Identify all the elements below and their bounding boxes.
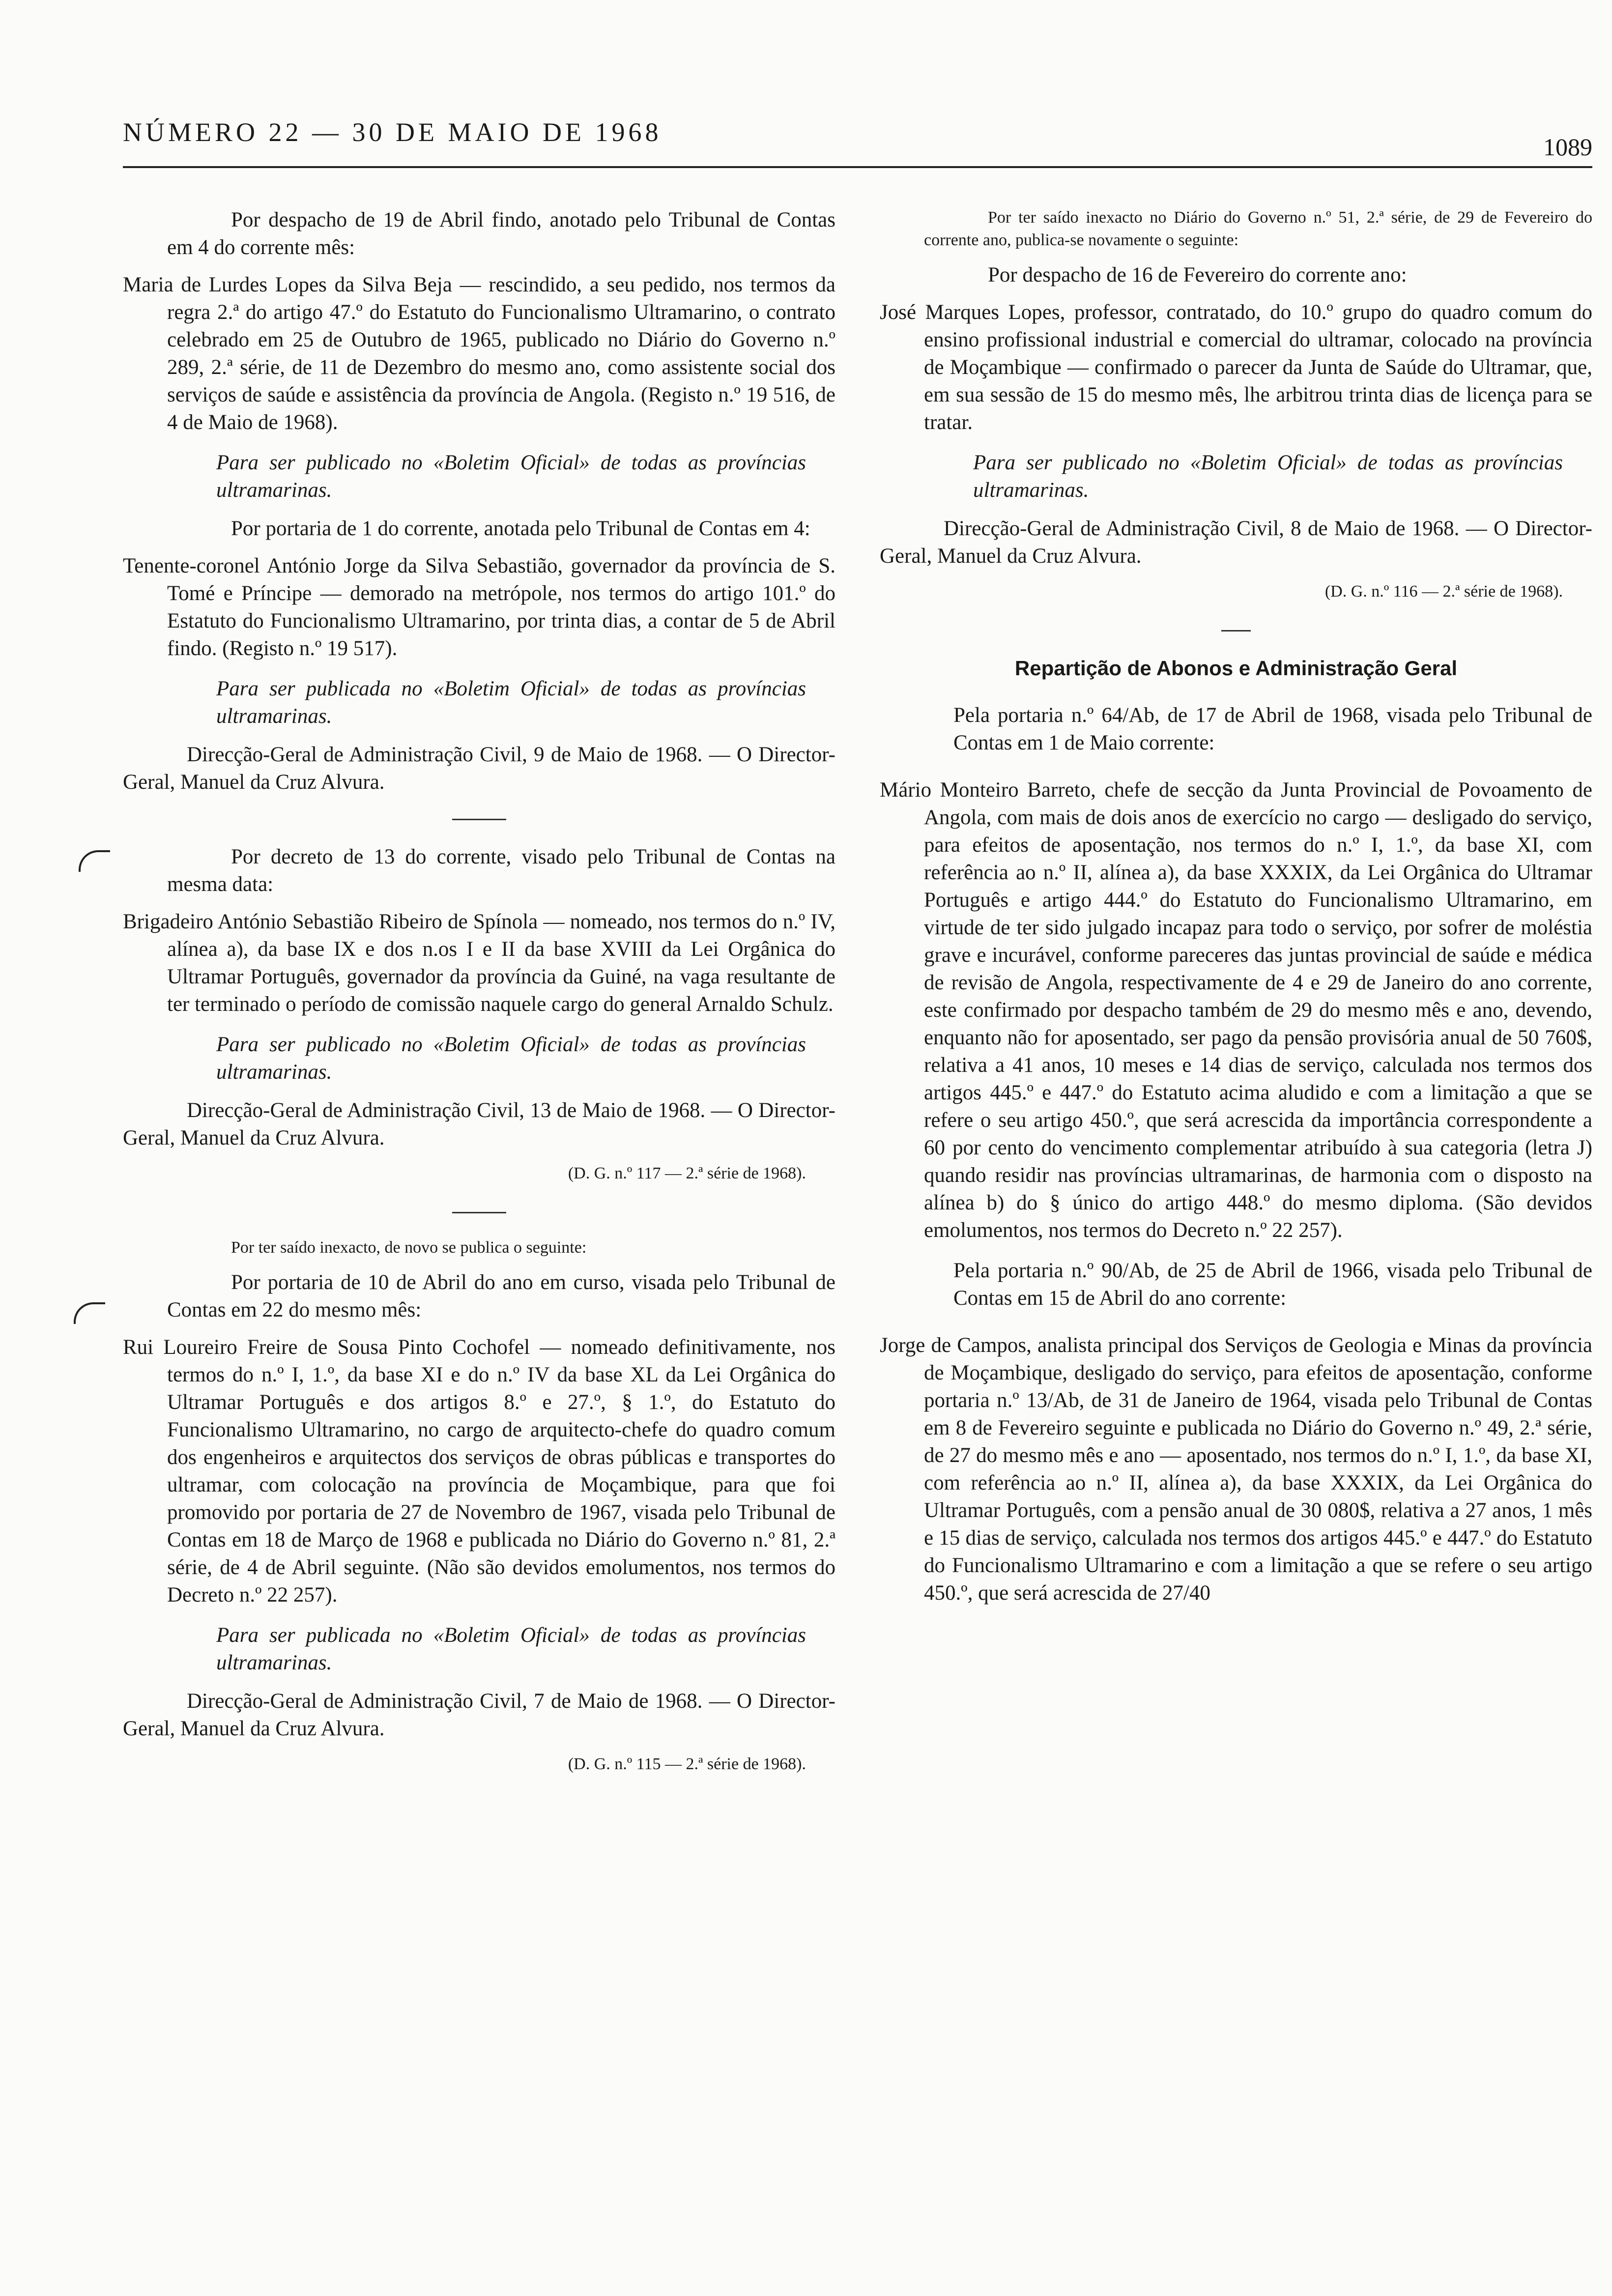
margin-mark [79, 850, 110, 872]
publication-note: Para ser publicada no «Boletim Oficial» de todas as províncias ultramarinas. [216, 1624, 806, 1674]
page-header [123, 117, 1592, 161]
signature: Direcção-Geral de Administração Civil, 13 de Maio de 1968. — O Director-Geral, Manuel da Cruz Alvura. [123, 1099, 835, 1149]
dispatch-body: Maria de Lurdes Lopes da Silva Beja — rescindido, a seu pedido, nos termos da regra 2.ª do artigo 47.º do Estatuto do Funcionalismo Ultramarino, o contrato celebrado em 25 de Outubro de 1965, publicado no Diário do Governo n.º 289, 2.ª série, de 11 de Dezembro do mesmo ano, como assistente social dos serviços de saúde e assistência da província de Angola. (Registo n.º 19 516, de 4 de Maio de 1968). [123, 273, 835, 434]
publication-note: Para ser publicada no «Boletim Oficial» de todas as províncias ultramarinas. [216, 677, 806, 728]
dispatch-intro: Por despacho de 19 de Abril findo, anotado pelo Tribunal de Contas em 4 do corrente mês: [167, 208, 835, 259]
dispatch-intro: Por despacho de 16 de Fevereiro do corrente ano: [988, 263, 1407, 287]
section-heading: Repartição de Abonos e Administração Geral [1014, 657, 1458, 680]
decree-intro: Por decreto de 13 do corrente, visado pelo Tribunal de Contas na mesma data: [167, 845, 835, 896]
header-rule [123, 166, 1592, 168]
left-column [123, 206, 835, 1788]
publication-note: Para ser publicado no «Boletim Oficial» de todas as províncias ultramarinas. [216, 451, 806, 502]
decree-body: Brigadeiro António Sebastião Ribeiro de Spínola — nomeado, nos termos do n.º IV, alínea a), da base IX e dos n.os I e II da base XVIII da Lei Orgânica do Ultramar Português, governador da província da Guiné, na vaga resultante de ter terminado o período de comissão naquele cargo do general Arnaldo Schulz. [123, 910, 835, 1016]
publication-note: Para ser publicado no «Boletim Oficial» de todas as províncias ultramarinas. [216, 1033, 806, 1084]
separator [123, 804, 835, 832]
issue-date-heading: NÚMERO 22 — 30 DE MAIO DE 1968 [123, 117, 662, 147]
dispatch-body: José Marques Lopes, professor, contratado, do 10.º grupo do quadro comum do ensino profissional industrial e comercial do ultramar, colocado na província de Moçambique — confirmado o parecer da Junta de Saúde do Ultramar, que, em sua sessão de 15 do mesmo mês, lhe arbitrou trinta dias de licença para se tratar. [880, 301, 1592, 434]
gazette-reference: (D. G. n.º 117 — 2.ª série de 1968). [568, 1164, 806, 1182]
signature: Direcção-Geral de Administração Civil, 9 de Maio de 1968. — O Director-Geral, Manuel da Cruz Alvura. [123, 743, 835, 794]
separator [880, 615, 1592, 643]
signature: Direcção-Geral de Administração Civil, 8 de Maio de 1968. — O Director-Geral, Manuel da Cruz Alvura. [880, 517, 1592, 568]
gazette-reference: (D. G. n.º 115 — 2.ª série de 1968). [568, 1755, 806, 1773]
ordinance-body: Mário Monteiro Barreto, chefe de secção da Junta Provincial de Povoamento de Angola, com mais de dois anos de exercício no cargo — desligado do serviço, para efeitos de aposentação, nos termos do n.º I, 1.º, da base XI, com referência ao n.º II, alínea a), da base XXXIX, da Lei Orgânica do Ultramar Português e artigo 444.º do Estatuto do Funcionalismo Ultramarino, em virtude de ter sido julgado incapaz para todo o serviço, por sofrer de moléstia grave e incurável, conforme pareceres das juntas provincial de saúde e médica de revisão de Angola, respectivamente de 4 e 29 de Janeiro do ano corrente, este confirmado por despacho também de 29 do mesmo mês e ano, devendo, enquanto não for aposentado, ser pago da pensão provisória anual de 50 760$, relativa a 41 anos, 10 meses e 14 dias de serviço, calculada nos termos dos artigos 445.º e 447.º do Estatuto acima aludido e com a limitação a que se refere o seu artigo 450.º, que será acrescida da importância correspondente a 60 por cento do vencimento complementar atribuído à sua categoria (letra J) quando residir nas províncias ultramarinas, de harmonia com o disposto na alínea b) do § único do artigo 448.º do mesmo diploma. (São devidos emolumentos, nos termos do Decreto n.º 22 257). [880, 778, 1592, 1242]
ordinance-intro: Pela portaria n.º 90/Ab, de 25 de Abril de 1966, visada pelo Tribunal de Contas em 15 de Abril do ano corrente: [953, 1259, 1592, 1310]
separator [123, 1197, 835, 1225]
ordinance-body: Tenente-coronel António Jorge da Silva Sebastião, governador da província de S. Tomé e Príncipe — demorado na metrópole, nos termos do artigo 101.º do Estatuto do Funcionalismo Ultramarino, por trinta dias, a contar de 5 de Abril findo. (Registo n.º 19 517). [123, 554, 835, 660]
right-column [880, 206, 1592, 1620]
ordinance-body: Rui Loureiro Freire de Sousa Pinto Cochofel — nomeado definitivamente, nos termos do n.º I, 1.º, da base XI e do n.º IV da base XL da Lei Orgânica do Ultramar Português e dos artigos 8.º e 27.º, § 1.º, do Estatuto do Funcionalismo Ultramarino, no cargo de arquitecto-chefe do quadro comum dos engenheiros e arquitectos dos serviços de obras públicas e transportes do ultramar, com colocação na província de Moçambique, para que foi promovido por portaria de 27 de Novembro de 1967, visada pelo Tribunal de Contas em 18 de Março de 1968 e publicada no Diário do Governo n.º 81, 2.ª série, de 4 de Abril seguinte. (Não são devidos emolumentos, nos termos do Decreto n.º 22 257). [123, 1336, 835, 1607]
ordinance-intro: Por portaria de 1 do corrente, anotada pelo Tribunal de Contas em 4: [231, 517, 810, 540]
ordinance-intro: Por portaria de 10 de Abril do ano em curso, visada pelo Tribunal de Contas em 22 do mesmo mês: [167, 1271, 835, 1321]
margin-mark [74, 1302, 105, 1324]
ordinance-intro: Pela portaria n.º 64/Ab, de 17 de Abril de 1968, visada pelo Tribunal de Contas em 1 de Maio corrente: [953, 704, 1592, 754]
correction-note: Por ter saído inexacto, de novo se publica o seguinte: [231, 1238, 587, 1257]
signature: Direcção-Geral de Administração Civil, 7 de Maio de 1968. — O Director-Geral, Manuel da Cruz Alvura. [123, 1690, 835, 1740]
correction-note: Por ter saído inexacto no Diário do Governo n.º 51, 2.ª série, de 29 de Fevereiro do corrente ano, publica-se novamente o seguinte: [924, 208, 1592, 249]
publication-note: Para ser publicado no «Boletim Oficial» de todas as províncias ultramarinas. [973, 451, 1563, 502]
page-number: 1089 [1543, 133, 1592, 161]
ordinance-body: Jorge de Campos, analista principal dos Serviços de Geologia e Minas da província de Moçambique, desligado do serviço, para efeitos de aposentação, conforme portaria n.º 13/Ab, de 31 de Janeiro de 1964, visada pelo Tribunal de Contas em 8 de Fevereiro seguinte e publicada no Diário do Governo n.º 49, 2.ª série, de 27 do mesmo mês e ano — aposentado, nos termos do n.º I, 1.º, da base XI, com referência ao n.º II, alínea a), da base XXXIX, da Lei Orgânica do Ultramar Português, com a pensão anual de 30 080$, relativa a 27 anos, 1 mês e 15 dias de serviço, calculada nos termos dos artigos 445.º e 447.º do Estatuto do Funcionalismo Ultramarino e com a limitação a que se refere o seu artigo 450.º, que será acrescida de 27/40 [880, 1334, 1592, 1605]
gazette-reference: (D. G. n.º 116 — 2.ª série de 1968). [1324, 582, 1563, 601]
